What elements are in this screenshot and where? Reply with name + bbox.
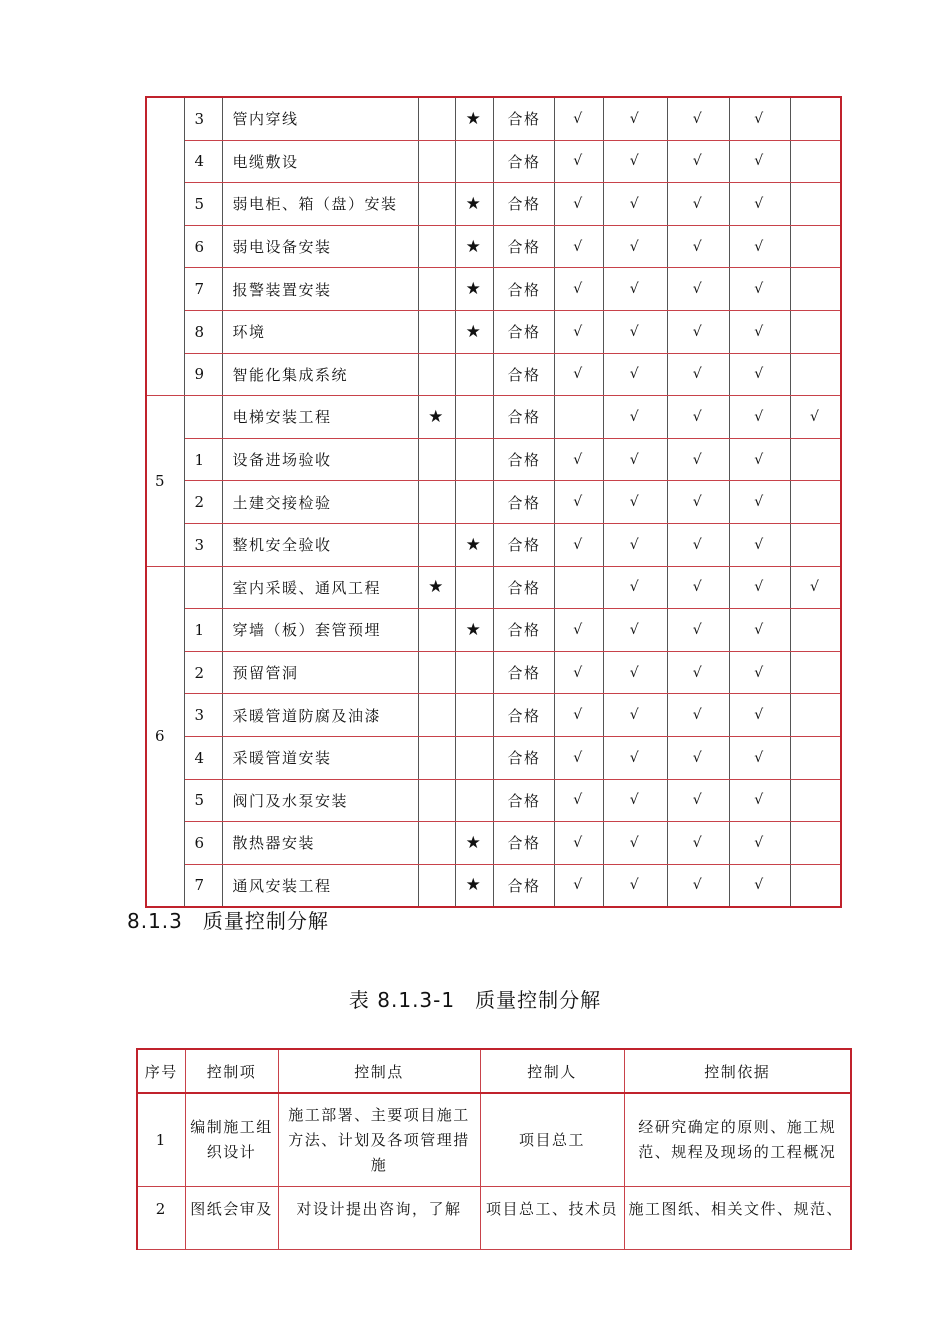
check-mark: √: [554, 864, 603, 907]
check-mark: √: [790, 396, 841, 439]
control-point: 施工部署、主要项目施工方法、计划及各项管理措施: [278, 1093, 480, 1187]
check-mark: √: [667, 268, 729, 311]
control-basis: 施工图纸、相关文件、规范、: [624, 1187, 851, 1250]
table-row: [146, 651, 841, 694]
section-heading: [127, 905, 329, 934]
control-item: 图纸会审及: [185, 1187, 278, 1250]
check-mark: √: [729, 651, 790, 694]
check-mark: √: [603, 523, 667, 566]
section-title: 质量控制分解: [202, 909, 329, 933]
key-mark-a: [418, 694, 455, 737]
key-mark-a: [418, 736, 455, 779]
check-mark: √: [603, 268, 667, 311]
quality-grade: 合格: [493, 481, 554, 524]
check-mark: [790, 822, 841, 865]
table-row: [137, 1093, 851, 1187]
check-mark: √: [603, 694, 667, 737]
check-mark: √: [554, 183, 603, 226]
quality-grade: 合格: [493, 268, 554, 311]
check-mark: √: [729, 694, 790, 737]
item-name: 环境: [222, 310, 418, 353]
key-mark-b: [455, 779, 493, 822]
check-mark: √: [554, 822, 603, 865]
key-mark-a: ★: [418, 566, 455, 609]
check-mark: √: [554, 140, 603, 183]
check-mark: √: [667, 438, 729, 481]
check-mark: √: [667, 864, 729, 907]
control-person: 项目总工: [480, 1093, 624, 1187]
check-mark: [790, 736, 841, 779]
key-mark-b: ★: [455, 97, 493, 140]
item-index: 4: [184, 140, 222, 183]
key-mark-b: [455, 481, 493, 524]
inspection-table: [145, 96, 842, 908]
table-row: [146, 864, 841, 907]
header-cell: 控制项: [185, 1049, 278, 1093]
control-basis: 经研究确定的原则、施工规范、规程及现场的工程概况: [624, 1093, 851, 1187]
key-mark-b: [455, 438, 493, 481]
item-index: 1: [184, 438, 222, 481]
check-mark: √: [729, 225, 790, 268]
quality-grade: 合格: [493, 864, 554, 907]
check-mark: √: [729, 864, 790, 907]
key-mark-b: ★: [455, 225, 493, 268]
quality-grade: 合格: [493, 310, 554, 353]
check-mark: √: [554, 779, 603, 822]
key-mark-a: [418, 651, 455, 694]
check-mark: √: [603, 481, 667, 524]
key-mark-a: [418, 864, 455, 907]
key-mark-b: ★: [455, 310, 493, 353]
check-mark: [554, 396, 603, 439]
check-mark: √: [603, 609, 667, 652]
quality-grade: 合格: [493, 97, 554, 140]
key-mark-b: ★: [455, 609, 493, 652]
check-mark: √: [729, 140, 790, 183]
check-mark: [790, 225, 841, 268]
item-name: 智能化集成系统: [222, 353, 418, 396]
row-number: 2: [137, 1187, 185, 1250]
key-mark-a: [418, 523, 455, 566]
check-mark: √: [667, 97, 729, 140]
check-mark: √: [554, 523, 603, 566]
quality-control-table: [136, 1048, 852, 1250]
item-name: 阀门及水泵安装: [222, 779, 418, 822]
table-row: [146, 225, 841, 268]
check-mark: √: [729, 779, 790, 822]
check-mark: √: [554, 97, 603, 140]
check-mark: √: [729, 523, 790, 566]
check-mark: √: [729, 310, 790, 353]
quality-grade: 合格: [493, 225, 554, 268]
item-index: 4: [184, 736, 222, 779]
header-row: [137, 1049, 851, 1093]
check-mark: √: [667, 225, 729, 268]
check-mark: √: [667, 779, 729, 822]
key-mark-b: ★: [455, 268, 493, 311]
item-name: 采暖管道防腐及油漆: [222, 694, 418, 737]
section-number: 8.1.3: [127, 909, 183, 933]
quality-grade: 合格: [493, 140, 554, 183]
quality-grade: 合格: [493, 183, 554, 226]
table-caption-title: 质量控制分解: [475, 988, 602, 1012]
key-mark-a: [418, 140, 455, 183]
item-index: 7: [184, 268, 222, 311]
check-mark: √: [554, 736, 603, 779]
check-mark: √: [667, 481, 729, 524]
item-name: 室内采暖、通风工程: [222, 566, 418, 609]
item-name: 预留管洞: [222, 651, 418, 694]
check-mark: √: [554, 353, 603, 396]
check-mark: √: [554, 694, 603, 737]
key-mark-a: [418, 310, 455, 353]
quality-grade: 合格: [493, 396, 554, 439]
header-cell: 控制依据: [624, 1049, 851, 1093]
check-mark: √: [554, 651, 603, 694]
table-row: [146, 481, 841, 524]
table-row: [146, 609, 841, 652]
check-mark: [790, 97, 841, 140]
quality-grade: 合格: [493, 822, 554, 865]
check-mark: √: [603, 353, 667, 396]
key-mark-b: ★: [455, 523, 493, 566]
check-mark: √: [729, 481, 790, 524]
quality-grade: 合格: [493, 779, 554, 822]
check-mark: √: [554, 268, 603, 311]
check-mark: √: [667, 651, 729, 694]
item-index: 2: [184, 481, 222, 524]
check-mark: √: [667, 822, 729, 865]
quality-grade: 合格: [493, 438, 554, 481]
item-name: 采暖管道安装: [222, 736, 418, 779]
key-mark-b: [455, 566, 493, 609]
check-mark: [790, 609, 841, 652]
item-name: 土建交接检验: [222, 481, 418, 524]
check-mark: √: [667, 523, 729, 566]
table-row: [146, 268, 841, 311]
item-name: 电梯安装工程: [222, 396, 418, 439]
table-row: [146, 438, 841, 481]
key-mark-b: [455, 140, 493, 183]
item-name: 通风安装工程: [222, 864, 418, 907]
check-mark: √: [554, 225, 603, 268]
key-mark-a: [418, 268, 455, 311]
header-cell: 序号: [137, 1049, 185, 1093]
group-number: 6: [146, 566, 184, 907]
quality-grade: 合格: [493, 736, 554, 779]
table-caption-number: 表 8.1.3-1: [348, 988, 456, 1012]
check-mark: √: [729, 438, 790, 481]
key-mark-b: [455, 736, 493, 779]
item-index: 3: [184, 694, 222, 737]
key-mark-b: [455, 396, 493, 439]
item-index: 9: [184, 353, 222, 396]
key-mark-b: [455, 694, 493, 737]
item-name: 穿墙（板）套管预埋: [222, 609, 418, 652]
check-mark: √: [603, 183, 667, 226]
check-mark: √: [554, 310, 603, 353]
item-name: 散热器安装: [222, 822, 418, 865]
item-index: 1: [184, 609, 222, 652]
table-row: [146, 353, 841, 396]
table-row: [146, 140, 841, 183]
check-mark: √: [603, 822, 667, 865]
check-mark: √: [729, 353, 790, 396]
check-mark: √: [667, 396, 729, 439]
table-row: [146, 566, 841, 609]
quality-grade: 合格: [493, 609, 554, 652]
key-mark-b: ★: [455, 822, 493, 865]
check-mark: √: [667, 566, 729, 609]
key-mark-a: ★: [418, 396, 455, 439]
item-index: [184, 566, 222, 609]
key-mark-b: ★: [455, 864, 493, 907]
key-mark-a: [418, 183, 455, 226]
check-mark: √: [667, 140, 729, 183]
check-mark: √: [554, 438, 603, 481]
check-mark: √: [729, 566, 790, 609]
check-mark: √: [554, 609, 603, 652]
check-mark: √: [603, 779, 667, 822]
check-mark: [790, 183, 841, 226]
item-index: 3: [184, 523, 222, 566]
check-mark: [790, 310, 841, 353]
check-mark: [790, 864, 841, 907]
check-mark: [790, 481, 841, 524]
key-mark-a: [418, 779, 455, 822]
item-name: 弱电设备安装: [222, 225, 418, 268]
key-mark-b: [455, 353, 493, 396]
check-mark: √: [667, 353, 729, 396]
check-mark: √: [729, 609, 790, 652]
key-mark-a: [418, 438, 455, 481]
table-row: [146, 310, 841, 353]
check-mark: √: [603, 310, 667, 353]
item-name: 整机安全验收: [222, 523, 418, 566]
control-item: 编制施工组织设计: [185, 1093, 278, 1187]
check-mark: √: [729, 822, 790, 865]
check-mark: √: [603, 97, 667, 140]
key-mark-a: [418, 97, 455, 140]
check-mark: √: [603, 438, 667, 481]
check-mark: √: [790, 566, 841, 609]
check-mark: √: [667, 609, 729, 652]
check-mark: √: [603, 396, 667, 439]
quality-grade: 合格: [493, 523, 554, 566]
table-row: [146, 822, 841, 865]
key-mark-b: ★: [455, 183, 493, 226]
table-row: [146, 523, 841, 566]
check-mark: √: [603, 736, 667, 779]
check-mark: [790, 779, 841, 822]
row-number: 1: [137, 1093, 185, 1187]
group-number: [146, 97, 184, 396]
check-mark: [790, 694, 841, 737]
check-mark: √: [603, 651, 667, 694]
item-name: 报警装置安装: [222, 268, 418, 311]
table-row: [146, 736, 841, 779]
key-mark-b: [455, 651, 493, 694]
key-mark-a: [418, 609, 455, 652]
check-mark: √: [603, 566, 667, 609]
table-row: [137, 1187, 851, 1250]
check-mark: [790, 438, 841, 481]
table-row: [146, 183, 841, 226]
check-mark: √: [603, 140, 667, 183]
item-index: 6: [184, 822, 222, 865]
check-mark: √: [667, 310, 729, 353]
item-name: 管内穿线: [222, 97, 418, 140]
table-row: [146, 97, 841, 140]
item-name: 弱电柜、箱（盘）安装: [222, 183, 418, 226]
quality-grade: 合格: [493, 566, 554, 609]
item-name: 设备进场验收: [222, 438, 418, 481]
group-number: 5: [146, 396, 184, 566]
header-cell: 控制点: [278, 1049, 480, 1093]
quality-grade: 合格: [493, 353, 554, 396]
item-index: [184, 396, 222, 439]
table-row: [146, 396, 841, 439]
table-row: [146, 779, 841, 822]
item-index: 5: [184, 779, 222, 822]
check-mark: √: [729, 268, 790, 311]
check-mark: [790, 268, 841, 311]
key-mark-a: [418, 353, 455, 396]
key-mark-a: [418, 822, 455, 865]
check-mark: √: [729, 97, 790, 140]
quality-grade: 合格: [493, 651, 554, 694]
check-mark: [554, 566, 603, 609]
table-caption: [0, 984, 950, 1013]
check-mark: √: [729, 396, 790, 439]
header-cell: 控制人: [480, 1049, 624, 1093]
check-mark: √: [667, 736, 729, 779]
key-mark-a: [418, 481, 455, 524]
check-mark: √: [603, 864, 667, 907]
item-name: 电缆敷设: [222, 140, 418, 183]
check-mark: [790, 353, 841, 396]
control-person: 项目总工、技术员: [480, 1187, 624, 1250]
check-mark: √: [603, 225, 667, 268]
check-mark: √: [729, 183, 790, 226]
control-point: 对设计提出咨询，了解: [278, 1187, 480, 1250]
check-mark: √: [729, 736, 790, 779]
check-mark: √: [554, 481, 603, 524]
table-row: [146, 694, 841, 737]
check-mark: √: [667, 694, 729, 737]
check-mark: [790, 140, 841, 183]
item-index: 6: [184, 225, 222, 268]
check-mark: [790, 651, 841, 694]
item-index: 7: [184, 864, 222, 907]
check-mark: √: [667, 183, 729, 226]
quality-grade: 合格: [493, 694, 554, 737]
key-mark-a: [418, 225, 455, 268]
item-index: 2: [184, 651, 222, 694]
item-index: 8: [184, 310, 222, 353]
check-mark: [790, 523, 841, 566]
item-index: 3: [184, 97, 222, 140]
item-index: 5: [184, 183, 222, 226]
